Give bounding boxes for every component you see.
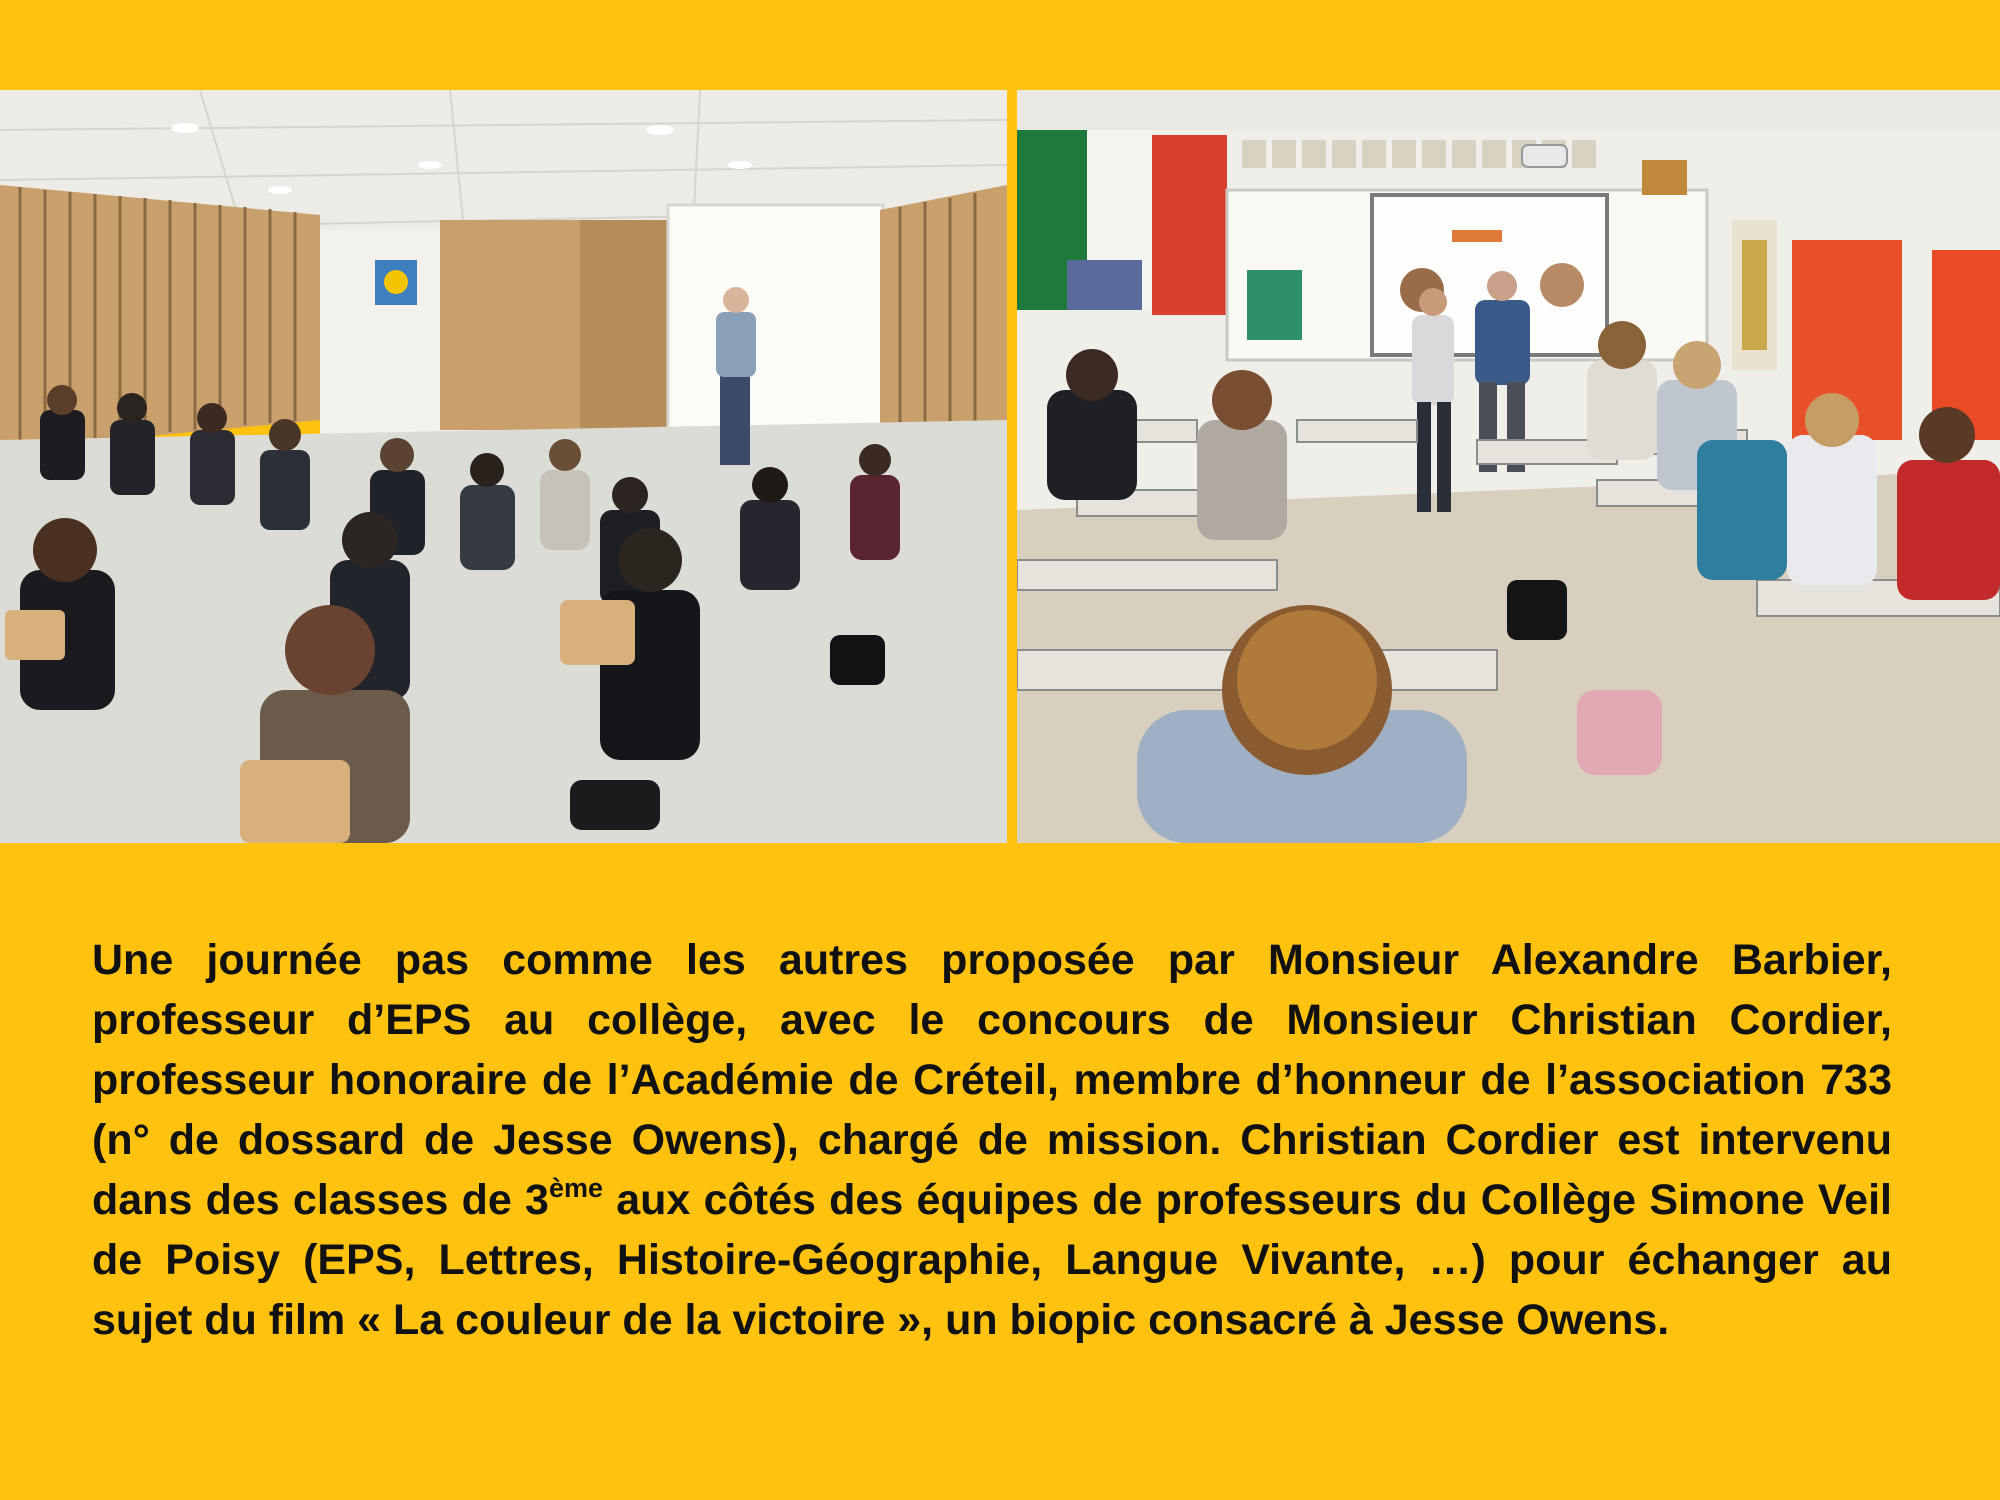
caption-part-1: Une journée pas comme les autres proposée par Monsieur Alexandre Barbier, professeur d’EPS au collège, avec le concours de Monsieur Christian Cordier, professeur honoraire de l’Académie de Créteil, membre d’honneur de l’association 733 (n° de dossard de Jesse Owens), chargé de mission. Christian Cordier est intervenu dans des classes de 3 [92,936,1892,1224]
caption-part-2: aux côtés des équipes de professeurs du Collège Simone Veil de Poisy (EPS, Lettres, Histoire-Géographie, Langue Vivante, …) pour échanger au sujet du film « La couleur de la victoire », un biopic consacré à Jesse Owens. [92,1176,1892,1344]
caption-text [92,930,1892,1350]
photo-conference-room [0,90,1007,843]
conference-room-illustration [0,90,1007,843]
photo-classroom [1017,90,2000,843]
caption-superscript: ème [548,1173,603,1203]
classroom-illustration [1017,90,2000,843]
